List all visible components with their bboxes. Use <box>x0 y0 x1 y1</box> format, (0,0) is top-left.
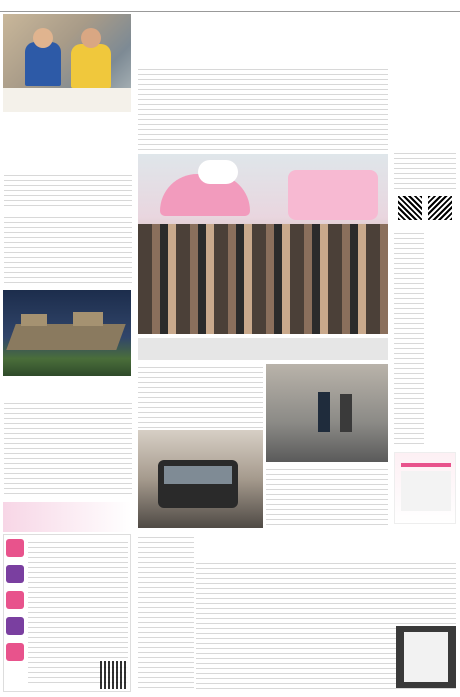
macau-body <box>4 400 132 496</box>
main-headline <box>138 18 388 64</box>
right-ad <box>394 452 456 524</box>
satellite-photo <box>3 14 131 112</box>
qr-code-icon[interactable] <box>398 196 422 220</box>
jobfair-list <box>3 534 131 692</box>
youth-body <box>394 230 424 446</box>
street-body <box>266 466 388 528</box>
satellite-headline <box>4 116 132 168</box>
main-body <box>138 66 388 150</box>
jobfair-qr-icon[interactable] <box>100 661 128 689</box>
document-photo <box>396 626 456 688</box>
masthead <box>0 0 460 12</box>
street-photo <box>266 364 388 462</box>
youth-headline <box>428 238 456 448</box>
logo <box>392 16 456 146</box>
main-photo <box>138 154 388 334</box>
qr-code-icon-2[interactable] <box>428 196 452 220</box>
notice-headline <box>196 538 396 558</box>
qr-codes <box>394 194 456 224</box>
macau-headline <box>4 380 132 398</box>
notice-body-left <box>138 534 194 692</box>
van-photo <box>138 430 263 528</box>
jobfair-banner <box>3 502 131 532</box>
satellite-body-1 <box>4 172 132 210</box>
police-body <box>138 364 263 428</box>
publisher-info <box>394 150 456 190</box>
campus-photo <box>3 290 131 376</box>
police-headline-bar <box>138 338 388 360</box>
satellite-body-2 <box>4 214 132 286</box>
